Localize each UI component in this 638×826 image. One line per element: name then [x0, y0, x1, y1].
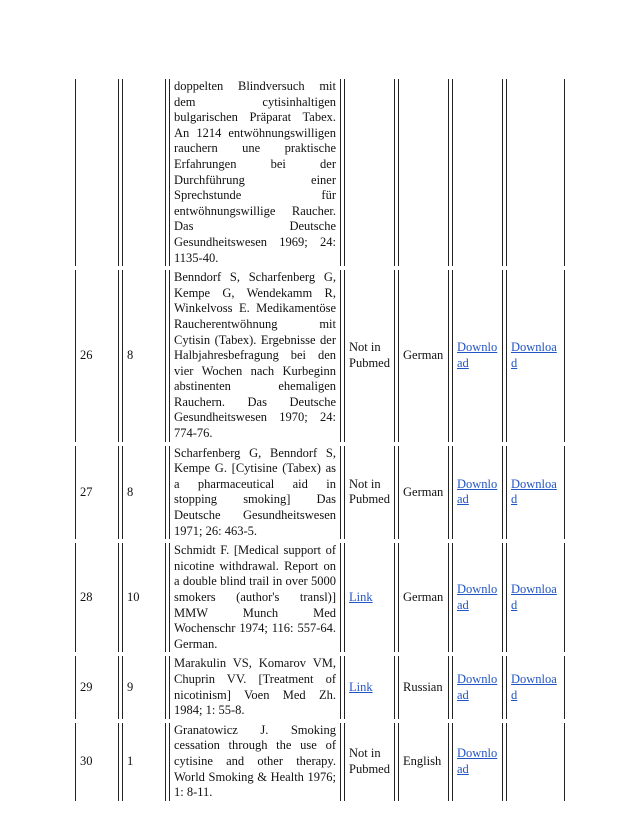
reference-count — [122, 446, 166, 540]
language-cell — [398, 446, 449, 540]
citation-text-text: doppelten Blindversuch mit dem cytisinhaltigen bulgarischen Präparat Tabex. An 1214 entwöhnungswilligen rauchern une praktische Erfahrungen bei der Durchführung einer Sprechstunde für entwöhnungswillige Raucher. Das Deutsche Gesundheitswesen 1969; 24: 1135-40. — [174, 79, 336, 265]
download-cell — [506, 270, 565, 442]
language-cell — [398, 656, 449, 718]
pubmed-link[interactable]: Link — [349, 679, 373, 694]
download-link[interactable]: Download — [511, 582, 557, 612]
pubmed-cell-text: Not in Pubmed — [349, 476, 390, 507]
download-cell — [506, 79, 565, 266]
pubmed-cell-text: Not in Pubmed — [349, 340, 390, 370]
download-cell — [452, 446, 503, 540]
pubmed-cell — [344, 270, 395, 442]
reference-count-text: 8 — [127, 484, 134, 499]
download-cell — [452, 723, 503, 801]
table-row — [75, 723, 565, 801]
download-link[interactable]: Download — [511, 671, 557, 702]
pubmed-cell — [344, 446, 395, 540]
reference-number-text: 29 — [80, 679, 93, 694]
download-link[interactable]: Download — [457, 582, 498, 612]
reference-count — [122, 723, 166, 801]
pubmed-cell — [344, 543, 395, 652]
language-cell — [398, 723, 449, 801]
reference-count — [122, 656, 166, 718]
download-cell — [452, 656, 503, 718]
reference-number-text: 26 — [80, 348, 93, 363]
download-cell — [506, 723, 565, 801]
download-cell — [452, 543, 503, 652]
language-cell-text: German — [403, 590, 444, 604]
table-row — [75, 446, 565, 540]
download-link[interactable]: Download — [511, 340, 557, 370]
download-link[interactable]: Download — [457, 671, 498, 702]
language-cell-text: English — [403, 753, 442, 768]
reference-count-text: 10 — [127, 590, 140, 604]
reference-count-text: 8 — [127, 348, 134, 363]
download-link[interactable]: Download — [457, 340, 498, 370]
language-cell — [398, 270, 449, 442]
reference-number — [75, 723, 119, 801]
download-cell — [506, 446, 565, 540]
table-row — [75, 270, 565, 442]
pubmed-cell — [344, 79, 395, 266]
reference-number-text: 30 — [80, 753, 93, 768]
citation-text-text: Granatowicz J. Smoking cessation through the use of cytisine and other therapy. World Smoking & Health 1976; 1: 8-11. — [174, 722, 336, 800]
language-cell — [398, 543, 449, 652]
citation-text-text: Schmidt F. [Medical support of nicotine withdrawal. Report on a double blind trail in over 5000 smokers (author's transl)] MMW Munch Med Wochenschr 1974; 116: 557-64. German. — [174, 543, 336, 651]
citation-text — [169, 543, 341, 652]
reference-count — [122, 543, 166, 652]
table-row — [75, 543, 565, 652]
reference-number-text: 28 — [80, 590, 93, 604]
reference-number — [75, 79, 119, 266]
citation-text — [169, 270, 341, 442]
download-cell — [506, 543, 565, 652]
reference-count-text: 9 — [127, 679, 134, 694]
language-cell-text: German — [403, 348, 444, 363]
citation-text — [169, 656, 341, 718]
language-cell-text: German — [403, 484, 444, 499]
citation-text — [169, 723, 341, 801]
reference-count — [122, 270, 166, 442]
download-cell — [452, 79, 503, 266]
reference-number — [75, 270, 119, 442]
download-cell — [452, 270, 503, 442]
pubmed-cell — [344, 656, 395, 718]
table-row — [75, 79, 565, 266]
reference-count-text: 1 — [127, 753, 134, 768]
reference-number — [75, 656, 119, 718]
pubmed-cell — [344, 723, 395, 801]
language-cell-text: Russian — [403, 679, 443, 694]
reference-number — [75, 543, 119, 652]
reference-number — [75, 446, 119, 540]
citation-text-text: Scharfenberg G, Benndorf S, Kempe G. [Cytisine (Tabex) as a pharmaceutical aid in stopping smoking] Das Deutsche Gesundheitswesen 1971; 26: 463-5. — [174, 445, 336, 538]
download-cell — [506, 656, 565, 718]
references-table — [72, 75, 568, 805]
citation-text-text: Benndorf S, Scharfenberg G, Kempe G, Wendekamm R, Winkelvoss E. Medikamentöse Raucherentwöhnung mit Cytisin (Tabex). Ergebnisse der Halbjahresbefragung bei den vier Wochen nach Kurbeginn abstinenten ehemaligen Rauchern. Das Deutsche Gesundheitswesen 1970; 24: 774-76. — [174, 270, 336, 441]
citation-text — [169, 79, 341, 266]
reference-number-text: 27 — [80, 484, 93, 499]
download-link[interactable]: Download — [511, 476, 557, 507]
pubmed-link[interactable]: Link — [349, 590, 373, 604]
pubmed-cell-text: Not in Pubmed — [349, 746, 390, 776]
table-row — [75, 656, 565, 718]
reference-count — [122, 79, 166, 266]
citation-text-text: Marakulin VS, Komarov VM, Chuprin VV. [Treatment of nicotinism] Voen Med Zh. 1984; 1: 55-8. — [174, 656, 336, 718]
download-link[interactable]: Download — [457, 746, 498, 776]
citation-text — [169, 446, 341, 540]
download-link[interactable]: Download — [457, 476, 498, 507]
language-cell — [398, 79, 449, 266]
